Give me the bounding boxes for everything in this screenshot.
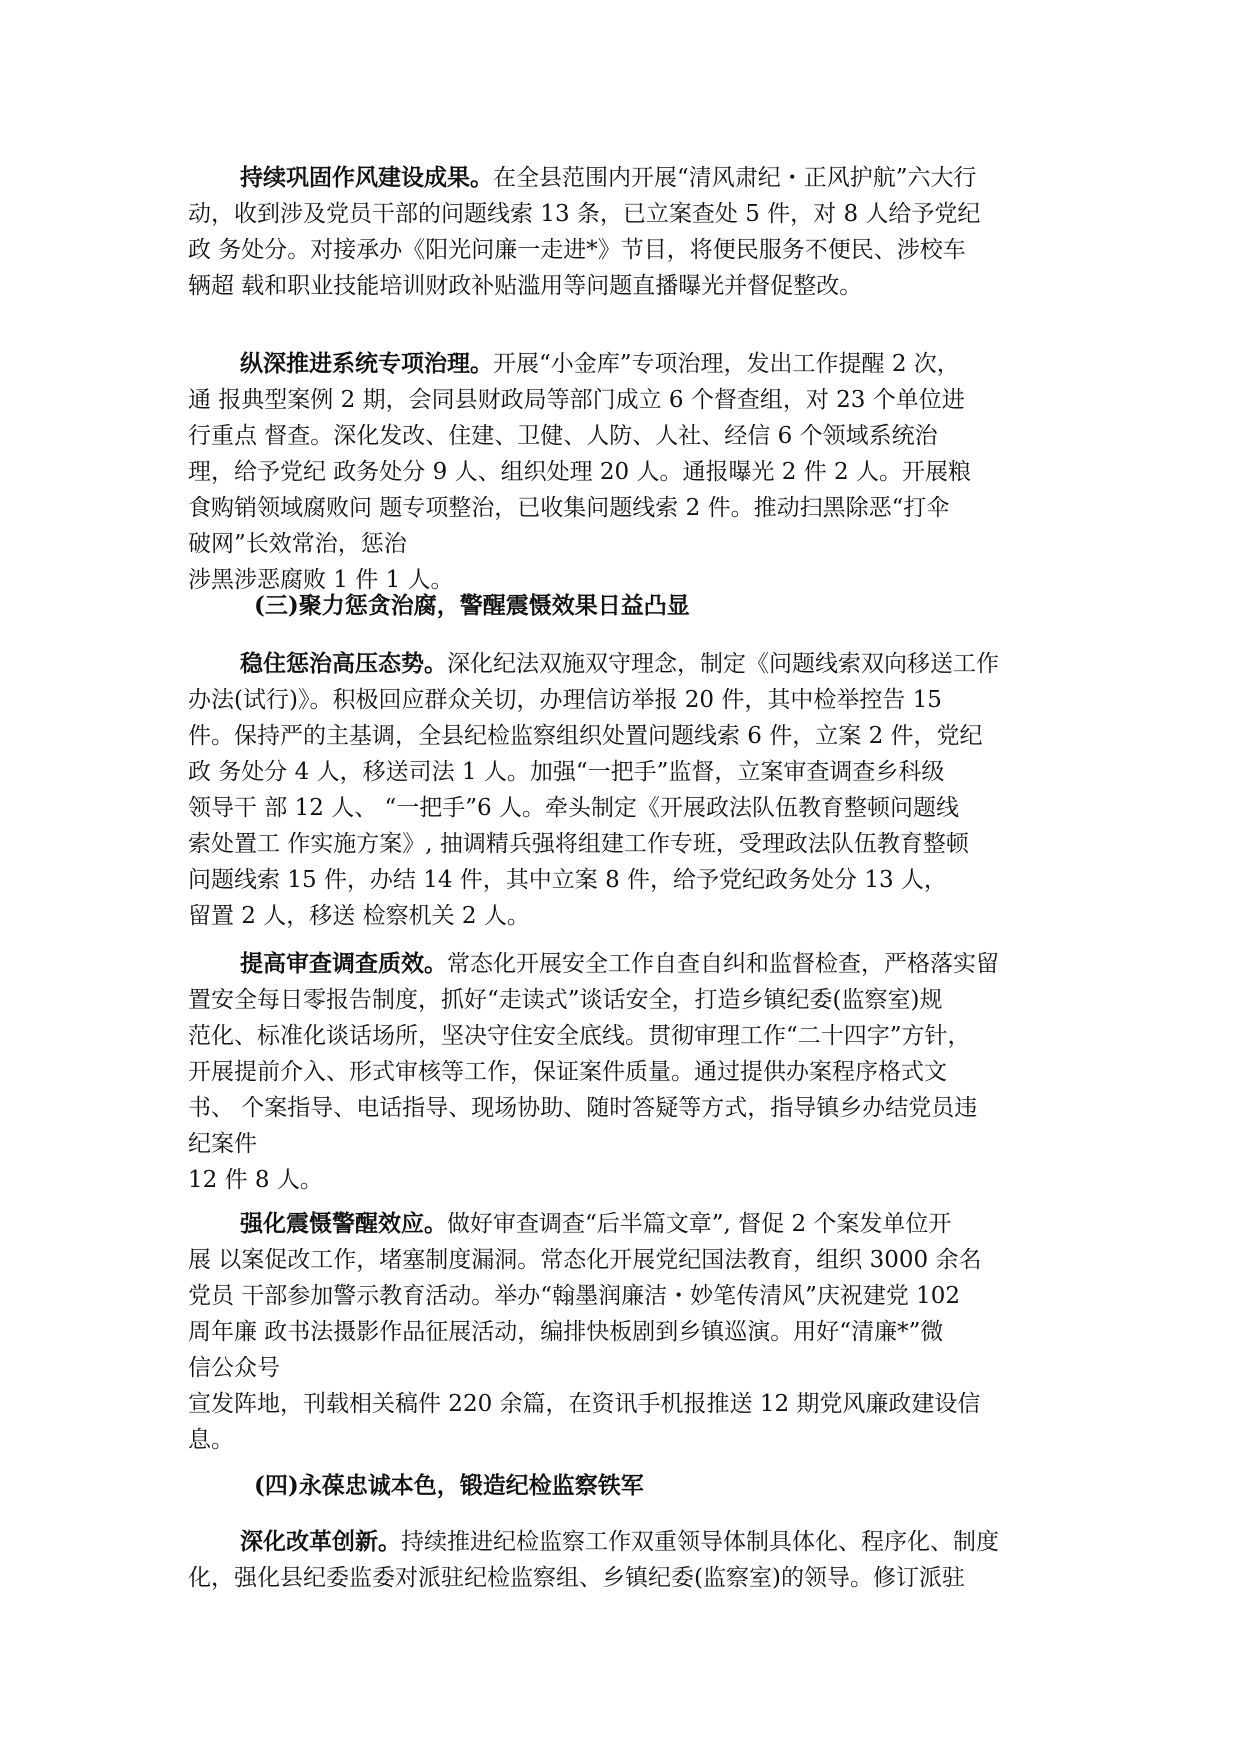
paragraph-work-style — [188, 160, 1058, 304]
paragraph-lead: 稳住惩治高压态势。 — [240, 650, 447, 677]
paragraph-line: 开展提前介入、形式审核等工作，保证案件质量。通过提供办案程序格式文 — [188, 1059, 947, 1085]
paragraph-line: 件。保持严的主基调，全县纪检监察组织处置问题线索 6 件，立案 2 件，党纪 — [188, 723, 983, 749]
paragraph-review-quality — [188, 946, 1058, 1198]
paragraph-line: 行重点 督查。深化发改、住建、卫健、人防、人社、经信 6 个领域系统治 — [188, 423, 938, 449]
paragraph-line: 政 务处分 4 人，移送司法 1 人。加强“一把手”监督，立案审查调查乡科级 — [188, 759, 945, 785]
paragraph-deterrence — [188, 1206, 1058, 1458]
paragraph-line: 深化改革创新。持续推进纪检监察工作双重领导体制具体化、程序化、制度 — [240, 1528, 999, 1555]
paragraph-line: 置安全每日零报告制度，抓好“走读式”谈话安全，打造乡镇纪委(监察室)规 — [188, 987, 943, 1013]
paragraph-lead: 持续巩固作风建设成果。 — [240, 164, 493, 191]
paragraph-line: 宣发阵地，刊载相关稿件 220 余篇，在资讯手机报推送 12 期党风廉政建设信 — [188, 1391, 981, 1417]
paragraph-lead: 强化震慑警醒效应。 — [240, 1210, 447, 1237]
paragraph-line: 范化、标准化谈话场所，坚决守住安全底线。贯彻审理工作“二十四字”方针， — [188, 1023, 971, 1049]
paragraph-line: 稳住惩治高压态势。深化纪法双施双守理念，制定《问题线索双向移送工作 — [240, 650, 999, 677]
paragraph-line: 动，收到涉及党员干部的问题线索 13 条，已立案查处 5 件，对 8 人给予党纪 — [188, 201, 981, 227]
paragraph-line: 破网”长效常治，惩治 — [188, 531, 407, 557]
paragraph-line: 周年廉 政书法摄影作品征展活动，编排快板剧到乡镇巡演。用好“清廉*”微 — [188, 1319, 944, 1345]
paragraph-line: 纪案件 — [188, 1131, 257, 1157]
section-heading: (三)聚力惩贪治腐，警醒震慑效果日益凸显 — [254, 592, 690, 619]
paragraph-line: 食购销领域腐败问 题专项整治，已收集问题线索 2 件。推动扫黑除恶“打伞 — [188, 495, 950, 521]
paragraph-line: 信公众号 — [188, 1355, 280, 1381]
paragraph-line: 党员 干部参加警示教育活动。举办“翰墨润廉洁・妙笔传清风”庆祝建党 102 — [188, 1283, 961, 1309]
paragraph-line: 通 报典型案例 2 期，会同县财政局等部门成立 6 个督查组，对 23 个单位进 — [188, 387, 965, 413]
paragraph-line: 息。 — [188, 1427, 234, 1453]
paragraph-reform — [188, 1524, 1058, 1596]
paragraph-line: 纵深推进系统专项治理。开展“小金库”专项治理，发出工作提醒 2 次， — [240, 350, 960, 377]
paragraph-lead: 深化改革创新。 — [240, 1528, 401, 1555]
paragraph-lead: 提高审查调查质效。 — [240, 950, 447, 977]
paragraph-high-pressure — [188, 646, 1058, 934]
paragraph-line: 12 件 8 人。 — [188, 1167, 323, 1193]
paragraph-line: 化，强化县纪委监委对派驻纪检监察组、乡镇纪委(监察室)的领导。修订派驻 — [188, 1565, 965, 1591]
section-heading: (四)永葆忠诚本色，锻造纪检监察铁军 — [254, 1472, 644, 1499]
paragraph-line: 强化震慑警醒效应。做好审查调查“后半篇文章”, 督促 2 个案发单位开 — [240, 1210, 952, 1237]
paragraph-line: 涉黑涉恶腐败 1 件 1 人。 — [188, 567, 454, 593]
paragraph-line: 理，给予党纪 政务处分 9 人、组织处理 20 人。通报曝光 2 件 2 人。开展粮 — [188, 459, 971, 485]
paragraph-line: 展 以案促改工作，堵塞制度漏洞。常态化开展党纪国法教育，组织 3000 余名 — [188, 1247, 982, 1273]
paragraph-special-governance — [188, 346, 1058, 598]
paragraph-line: 书、 个案指导、电话指导、现场协助、随时答疑等方式，指导镇乡办结党员违 — [188, 1095, 978, 1121]
paragraph-line: 索处置工 作实施方案》, 抽调精兵强将组建工作专班，受理政法队伍教育整顿 — [188, 831, 969, 857]
paragraph-line: 领导干 部 12 人、 “一把手”6 人。牵头制定《开展政法队伍教育整顿问题线 — [188, 795, 959, 821]
paragraph-line: 留置 2 人，移送 检察机关 2 人。 — [188, 903, 530, 929]
paragraph-line: 提高审查调查质效。常态化开展安全工作自查自纠和监督检查，严格落实留 — [240, 950, 999, 977]
section-heading-4 — [188, 1468, 1058, 1504]
section-heading-3 — [188, 588, 1058, 624]
paragraph-line: 辆超 载和职业技能培训财政补贴滥用等问题直播曝光并督促整改。 — [188, 273, 863, 299]
paragraph-line: 政 务处分。对接承办《阳光问廉一走进*》节目，将便民服务不便民、涉校车 — [188, 237, 966, 263]
paragraph-lead: 纵深推进系统专项治理。 — [240, 350, 493, 377]
paragraph-line: 持续巩固作风建设成果。在全县范围内开展“清风肃纪・正风护航”六大行 — [240, 164, 977, 191]
paragraph-line: 办法(试行)》。积极回应群众关切，办理信访举报 20 件，其中检举控告 15 — [188, 687, 942, 713]
paragraph-line: 问题线索 15 件，办结 14 件，其中立案 8 件，给予党纪政务处分 13 人， — [188, 867, 947, 893]
